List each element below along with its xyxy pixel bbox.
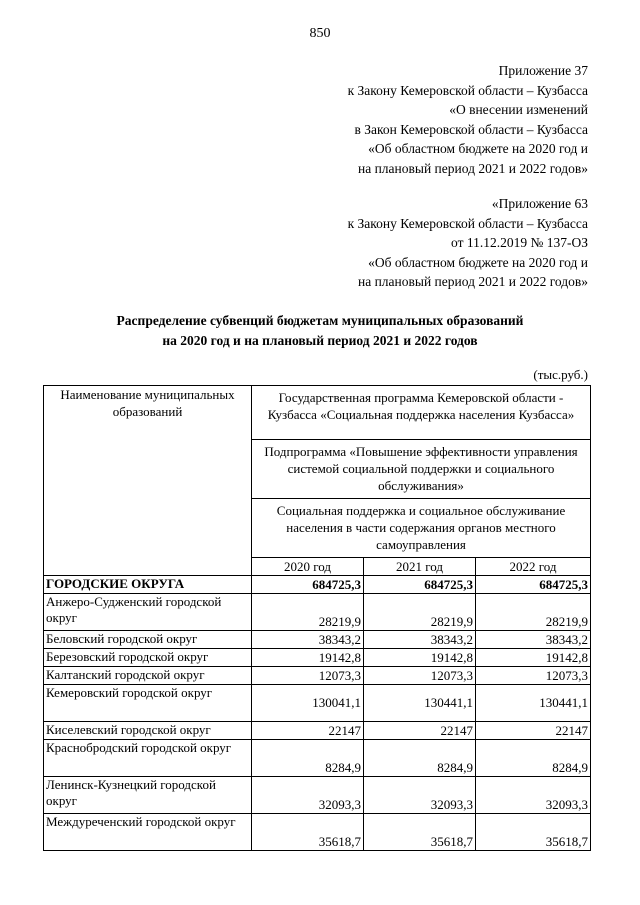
district-name: Краснобродский городской округ	[44, 740, 252, 777]
district-name: Беловский городской округ	[44, 631, 252, 649]
total-name: ГОРОДСКИЕ ОКРУГА	[44, 576, 252, 594]
appendix-header-line: «Об областном бюджете на 2020 год и	[368, 141, 588, 157]
value-2022: 35618,7	[476, 814, 591, 851]
subprogram-header: Подпрограмма «Повышение эффективности управления системой социальной поддержки и социального обслуживания»	[252, 440, 591, 499]
district-name: Ленинск-Кузнецкий городской округ	[44, 777, 252, 814]
value-2021: 35618,7	[364, 814, 476, 851]
value-2022: 12073,3	[476, 667, 591, 685]
table-row	[44, 740, 591, 777]
district-name: Киселевский городской округ	[44, 722, 252, 740]
value-2020: 35618,7	[252, 814, 364, 851]
appendix-reference-line: «Об областном бюджете на 2020 год и	[368, 254, 588, 270]
document-title	[0, 311, 640, 351]
value-2022: 32093,3	[476, 777, 591, 814]
total-value-2020: 684725,3	[252, 576, 364, 594]
value-2020: 8284,9	[252, 740, 364, 777]
value-2021: 28219,9	[364, 594, 476, 631]
table-row	[44, 649, 591, 667]
value-2022: 130441,1	[476, 685, 591, 722]
district-name: Анжеро-Судженский городской округ	[44, 594, 252, 631]
value-2020: 130041,1	[252, 685, 364, 722]
table-row	[44, 594, 591, 631]
table-row	[44, 722, 591, 740]
table-row	[44, 814, 591, 851]
district-name: Березовский городской округ	[44, 649, 252, 667]
program-header: Государственная программа Кемеровской области - Кузбасса «Социальная поддержка населения Кузбасса»	[252, 386, 591, 440]
table-row	[44, 667, 591, 685]
table-row	[44, 685, 591, 722]
title-line-1: Распределение субвенций бюджетам муниципальных образований	[116, 313, 524, 328]
units-label: (тыс.руб.)	[533, 367, 588, 382]
appendix-reference-line: от 11.12.2019 № 137-ОЗ	[451, 235, 588, 251]
value-2022: 22147	[476, 722, 591, 740]
value-2021: 130441,1	[364, 685, 476, 722]
district-name: Калтанский городской округ	[44, 667, 252, 685]
total-value-2022: 684725,3	[476, 576, 591, 594]
appendix-header-line: Приложение 37	[498, 63, 588, 78]
appendix-header-line: в Закон Кемеровской области – Кузбасса	[354, 121, 588, 137]
value-2020: 28219,9	[252, 594, 364, 631]
appendix-header-line: к Закону Кемеровской области – Кузбасса	[347, 82, 588, 98]
district-name: Кемеровский городской округ	[44, 685, 252, 722]
total-row	[44, 576, 591, 594]
value-2021: 38343,2	[364, 631, 476, 649]
appendix-reference-line: к Закону Кемеровской области – Кузбасса	[347, 215, 588, 231]
value-2022: 8284,9	[476, 740, 591, 777]
year-header-2021: 2021 год	[364, 558, 476, 576]
district-name: Междуреченский городской округ	[44, 814, 252, 851]
appendix-reference-line: «Приложение 63	[491, 196, 588, 211]
table-row	[44, 777, 591, 814]
year-header-2022: 2022 год	[476, 558, 591, 576]
year-header-2020: 2020 год	[252, 558, 364, 576]
name-column-header: Наименование муниципальных образований	[44, 386, 252, 576]
value-2020: 22147	[252, 722, 364, 740]
value-2022: 19142,8	[476, 649, 591, 667]
subvention-table	[43, 385, 591, 851]
appendix-reference-line: на плановый период 2021 и 2022 годов»	[357, 274, 588, 290]
value-2020: 38343,2	[252, 631, 364, 649]
measure-header: Социальная поддержка и социальное обслуживание населения в части содержания органов местного самоуправления	[252, 499, 591, 558]
page-number: 850	[309, 26, 331, 41]
value-2021: 19142,8	[364, 649, 476, 667]
value-2021: 8284,9	[364, 740, 476, 777]
appendix-header	[348, 61, 588, 179]
value-2020: 12073,3	[252, 667, 364, 685]
table-row	[44, 631, 591, 649]
value-2022: 28219,9	[476, 594, 591, 631]
value-2022: 38343,2	[476, 631, 591, 649]
total-value-2021: 684725,3	[364, 576, 476, 594]
appendix-header-line: на плановый период 2021 и 2022 годов»	[357, 160, 588, 176]
value-2020: 19142,8	[252, 649, 364, 667]
value-2021: 12073,3	[364, 667, 476, 685]
appendix-header-line: «О внесении изменений	[449, 102, 588, 118]
value-2020: 32093,3	[252, 777, 364, 814]
title-line-2: на 2020 год и на плановый период 2021 и 2022 годов	[162, 333, 478, 348]
appendix-reference	[348, 194, 588, 292]
value-2021: 32093,3	[364, 777, 476, 814]
value-2021: 22147	[364, 722, 476, 740]
